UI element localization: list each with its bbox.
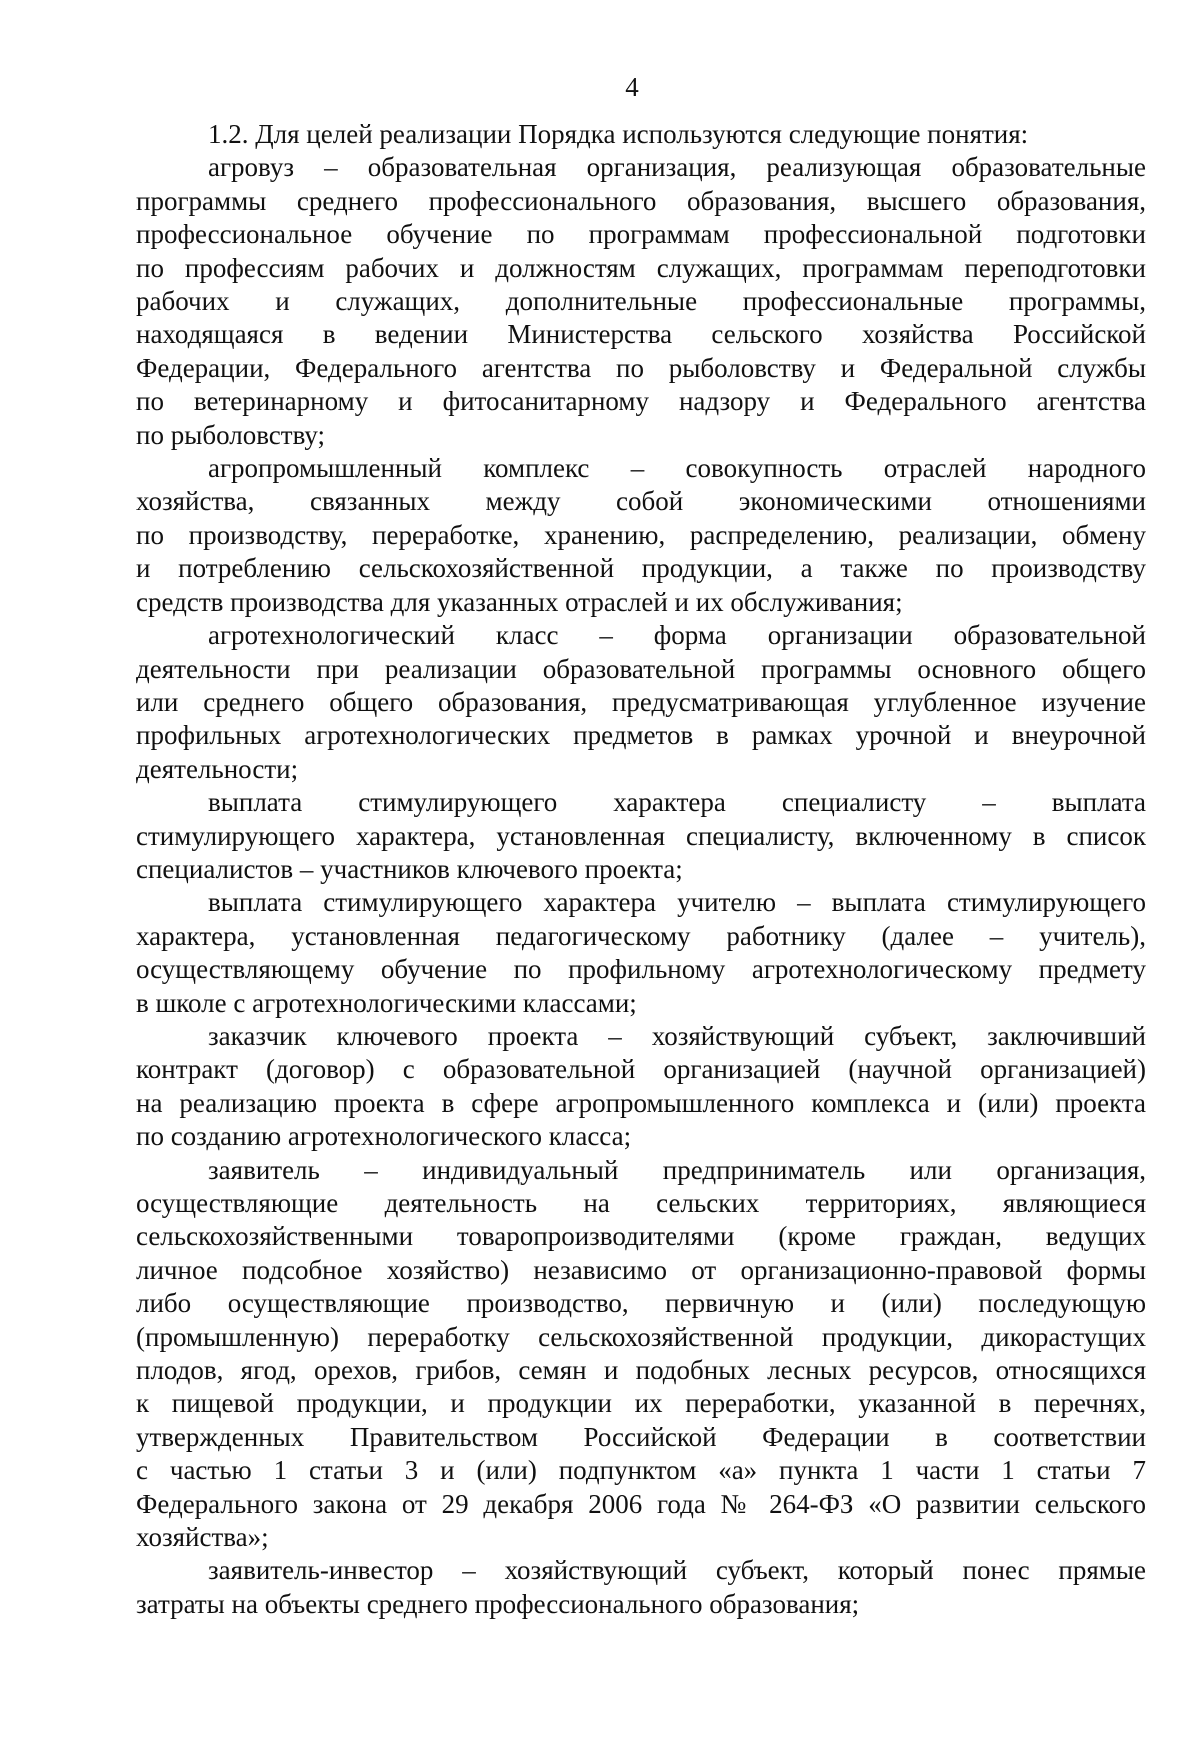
text-line: сельскохозяйственными товаропроизводителями (кроме граждан, ведущих — [136, 1221, 1146, 1252]
text-line: специалистов – участников ключевого проекта; — [136, 853, 683, 884]
paragraph-definition-customer — [136, 1020, 1146, 1154]
text-line: стимулирующего характера, установленная специалисту, включенному в список — [136, 820, 1146, 851]
text-line: профессиональное обучение по программам профессиональной подготовки — [136, 219, 1146, 250]
document-body — [136, 118, 1146, 1621]
paragraph-definition-applicant-investor — [136, 1554, 1146, 1621]
text-line: средств производства для указанных отраслей и их обслуживания; — [136, 586, 903, 617]
page-number: 4 — [625, 72, 639, 102]
text-line: рабочих и служащих, дополнительные профессиональные программы, — [136, 286, 1146, 317]
paragraph-definition-applicant — [136, 1154, 1146, 1555]
text-line: заявитель – индивидуальный предприниматель или организация, — [208, 1154, 1146, 1185]
text-line: хозяйства, связанных между собой экономическими отношениями — [136, 486, 1146, 517]
text-line: выплата стимулирующего характера учителю – выплата стимулирующего — [208, 887, 1146, 918]
text-line: Федерального закона от 29 декабря 2006 года № 264-ФЗ «О развитии сельского — [136, 1488, 1146, 1519]
text-line: хозяйства»; — [136, 1522, 269, 1553]
paragraph-definition-payment-specialist — [136, 786, 1146, 886]
text-line: (промышленную) переработку сельскохозяйственной продукции, дикорастущих — [136, 1321, 1146, 1352]
text-line: агротехнологический класс – форма организации образовательной — [208, 620, 1146, 651]
text-line: деятельности; — [136, 753, 299, 784]
text-line: по производству, переработке, хранению, распределению, реализации, обмену — [136, 519, 1146, 550]
text-line: деятельности при реализации образовательной программы основного общего — [136, 653, 1146, 684]
paragraph-definition-apk — [136, 452, 1146, 619]
text-line: к пищевой продукции, и продукции их переработки, указанной в перечнях, — [136, 1388, 1146, 1419]
text-line: 1.2. Для целей реализации Порядка используются следующие понятия: — [208, 119, 1029, 149]
text-line: осуществляющему обучение по профильному агротехнологическому предмету — [136, 954, 1146, 985]
text-line: программы среднего профессионального образования, высшего образования, — [136, 185, 1146, 216]
text-line: или среднего общего образования, предусматривающая углубленное изучение — [136, 686, 1146, 717]
text-line: с частью 1 статьи 3 и (или) подпунктом «а» пункта 1 части 1 статьи 7 — [136, 1455, 1146, 1486]
paragraph-definition-agrotech-class — [136, 619, 1146, 786]
paragraph-intro — [136, 118, 1146, 151]
paragraph-definition-payment-teacher — [136, 886, 1146, 1020]
text-line: агровуз – образовательная организация, реализующая образовательные — [208, 152, 1146, 183]
text-line: по профессиям рабочих и должностям служащих, программам переподготовки — [136, 252, 1146, 283]
text-line: либо осуществляющие производство, первичную и (или) последующую — [136, 1288, 1146, 1319]
text-line: по созданию агротехнологического класса; — [136, 1121, 632, 1152]
text-line: на реализацию проекта в сфере агропромышленного комплекса и (или) проекта — [136, 1087, 1146, 1118]
text-line: затраты на объекты среднего профессионального образования; — [136, 1588, 860, 1619]
text-line: по ветеринарному и фитосанитарному надзору и Федерального агентства — [136, 386, 1146, 417]
text-line: осуществляющие деятельность на сельских территориях, являющиеся — [136, 1188, 1146, 1218]
text-line: характера, установленная педагогическому работнику (далее – учитель), — [136, 920, 1146, 951]
text-line: утвержденных Правительством Российской Федерации в соответствии — [136, 1421, 1146, 1452]
text-line: выплата стимулирующего характера специалисту – выплата — [208, 787, 1146, 818]
text-line: плодов, ягод, орехов, грибов, семян и подобных лесных ресурсов, относящихся — [136, 1355, 1146, 1386]
text-line: заявитель-инвестор – хозяйствующий субъект, который понес прямые — [208, 1555, 1146, 1586]
text-line: и потреблению сельскохозяйственной продукции, а также по производству — [136, 553, 1146, 584]
text-line: Федерации, Федерального агентства по рыболовству и Федеральной службы — [136, 352, 1146, 383]
text-line: по рыболовству; — [136, 419, 326, 450]
text-line: находящаяся в ведении Министерства сельского хозяйства Российской — [136, 319, 1146, 350]
text-line: в школе с агротехнологическими классами; — [136, 987, 637, 1018]
text-line: заказчик ключевого проекта – хозяйствующий субъект, заключивший — [208, 1020, 1146, 1051]
text-line: профильных агротехнологических предметов в рамках урочной и внеурочной — [136, 720, 1146, 751]
text-line: контракт (договор) с образовательной организацией (научной организацией) — [136, 1054, 1146, 1085]
paragraph-definition-agrovuz — [136, 151, 1146, 452]
text-line: личное подсобное хозяйство) независимо от организационно-правовой формы — [136, 1254, 1146, 1285]
text-line: агропромышленный комплекс – совокупность отраслей народного — [208, 453, 1146, 484]
